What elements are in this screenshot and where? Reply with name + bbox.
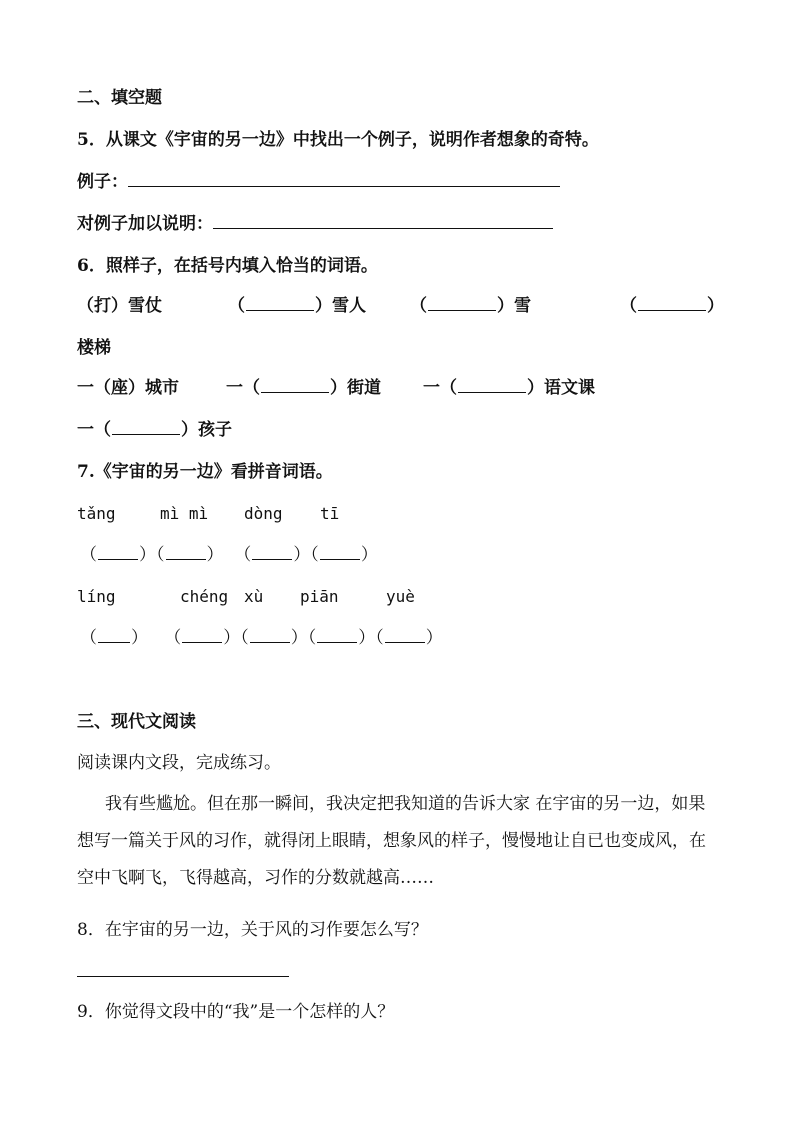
- q6-stairs-word: 楼梯: [77, 338, 111, 358]
- q5-example-label: 例子：: [77, 172, 128, 192]
- q5-example-answer-line[interactable]: [128, 170, 560, 187]
- question-9: 9．你觉得文段中的“我”是一个怎样的人？: [77, 1002, 395, 1022]
- q7-blank-4[interactable]: [320, 545, 360, 560]
- q6-blank-stairs[interactable]: [638, 296, 706, 311]
- pinyin-ling: líng: [77, 587, 116, 606]
- q6-blank-snow[interactable]: [428, 296, 496, 311]
- pinyin-cheng: chéng: [180, 587, 229, 606]
- pinyin-pian: piān: [300, 587, 339, 606]
- q6-item-snow: （ ）雪: [410, 296, 531, 316]
- q6-item-street: 一（ ）街道: [226, 378, 381, 398]
- q8-answer-line[interactable]: [77, 976, 289, 977]
- q7-blanks-row1: （ ）（ ） （ ）（ ）: [80, 545, 378, 565]
- q6-example-snowball: （打）雪仗: [77, 296, 162, 316]
- q6-blank-snowman[interactable]: [246, 296, 314, 311]
- q5-explain-answer-line[interactable]: [213, 212, 553, 229]
- q7-blank-6[interactable]: [182, 628, 222, 643]
- section-heading-fill-blank: 二、填空题: [77, 88, 162, 108]
- q6-item-snowman: （ ）雪人: [228, 296, 366, 316]
- question-8: 8．在宇宙的另一边，关于风的习作要怎么写？: [77, 920, 428, 940]
- pinyin-yue: yuè: [386, 587, 415, 606]
- q7-blank-5[interactable]: [98, 628, 130, 643]
- q7-blank-1[interactable]: [98, 545, 138, 560]
- q6-item-chinese-class: 一（ ）语文课: [423, 378, 595, 398]
- q7-blank-7[interactable]: [250, 628, 290, 643]
- q6-item-stairs: （ ）: [620, 296, 724, 316]
- section-heading-reading: 三、现代文阅读: [77, 712, 196, 732]
- q6-example-city: 一（座）城市: [77, 378, 179, 398]
- q5-explain-row: [77, 212, 553, 236]
- q7-blank-2[interactable]: [166, 545, 206, 560]
- pinyin-tang: tǎng: [77, 504, 116, 523]
- question-5: 5．从课文《宇宙的另一边》中找出一个例子，说明作者想象的奇特。: [77, 130, 599, 150]
- q7-blank-9[interactable]: [385, 628, 425, 643]
- question-6: 6．照样子，在括号内填入恰当的词语。: [77, 256, 378, 276]
- q5-explain-label: 对例子加以说明：: [77, 214, 213, 234]
- pinyin-xu: xù: [244, 587, 264, 606]
- q7-blank-8[interactable]: [317, 628, 357, 643]
- q6-blank-chinese-class[interactable]: [458, 378, 526, 393]
- q5-example-row: [77, 170, 560, 194]
- q6-blank-street[interactable]: [261, 378, 329, 393]
- q7-blanks-row2: （ ） （ ）（ ）（ ）（ ）: [80, 628, 443, 648]
- q6-item-child: 一（ ）孩子: [77, 420, 232, 440]
- reading-passage: 我有些尴尬。但在那一瞬间，我决定把我知道的告诉大家 在宇宙的另一边，如果想写一篇关于风的习作，就得闭上眼睛，想象风的样子，慢慢地让自已也变成风，在空中飞啊飞，飞得越高，习作的分数就越高……: [77, 794, 706, 888]
- pinyin-dong: dòng: [244, 504, 283, 523]
- pinyin-ti: tī: [320, 504, 340, 523]
- q6-blank-child[interactable]: [112, 420, 180, 435]
- reading-instruction: 阅读课内文段，完成练习。: [77, 753, 281, 773]
- pinyin-mimi: mì mì: [160, 504, 209, 523]
- question-7: 7.《宇宙的另一边》看拼音词语。: [77, 462, 333, 482]
- q7-blank-3[interactable]: [252, 545, 292, 560]
